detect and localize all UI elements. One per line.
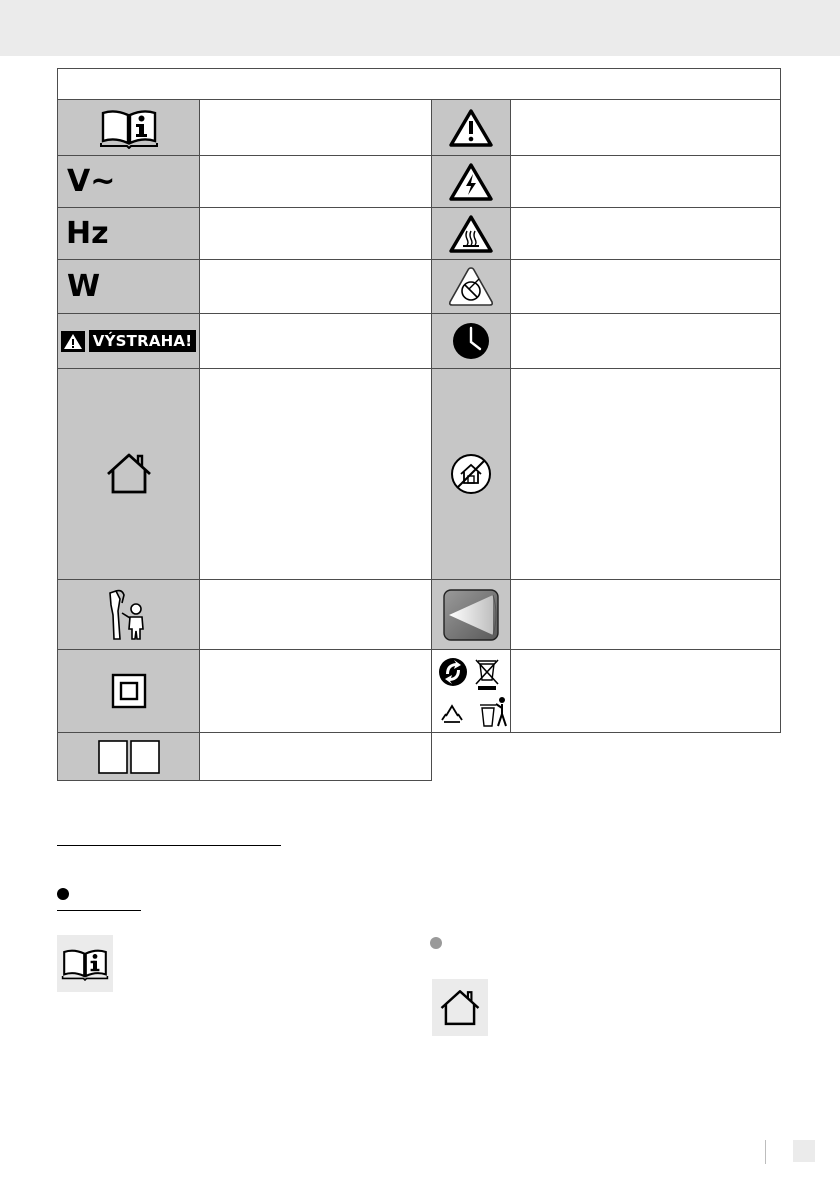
icon-cell-hot — [431, 207, 511, 260]
icon-cell-indoor — [57, 368, 200, 580]
text-cell-shock — [510, 155, 781, 208]
warning-label-text: VÝSTRAHA! — [89, 330, 196, 352]
text-cell-hot — [510, 207, 781, 260]
text-cell-lamp — [510, 579, 781, 650]
table-header — [57, 68, 781, 100]
text-cell-clock — [510, 313, 781, 369]
clock-icon — [452, 322, 490, 360]
icon-cell-manual — [57, 99, 200, 156]
lamp-radiation-icon — [443, 589, 499, 641]
icon-cell-lamp — [431, 579, 511, 650]
black-bullet — [57, 888, 69, 900]
text-cell-manual — [199, 99, 432, 156]
frequency-symbol: Hz — [66, 216, 109, 251]
text-cell-wattage — [199, 259, 432, 314]
read-manual-icon — [61, 947, 109, 981]
section-heading-rule — [57, 845, 281, 846]
text-cell-indoor — [199, 368, 432, 580]
icon-cell-no-touch — [431, 259, 511, 314]
double-square-icon — [98, 740, 160, 774]
child-hazard-icon — [106, 589, 152, 641]
manual-tile — [57, 935, 113, 992]
protection-class-ii-icon — [111, 673, 147, 709]
icon-cell-class-ii — [57, 649, 200, 733]
text-cell-recycling — [510, 649, 781, 733]
text-cell-frequency — [199, 207, 432, 260]
icon-cell-child — [57, 579, 200, 650]
indoor-use-house-icon — [438, 988, 482, 1028]
voltage-symbol: V~ — [67, 164, 116, 199]
indoor-use-house-icon — [104, 452, 154, 496]
warning-label-icon — [61, 330, 196, 352]
page-number-box — [793, 1140, 815, 1162]
icon-cell-warning — [431, 99, 511, 156]
text-cell-warning — [510, 99, 781, 156]
text-cell-no-indoor — [510, 368, 781, 580]
indoor-tile — [432, 979, 488, 1036]
no-touch-triangle-icon — [447, 265, 495, 309]
icon-cell-wattage — [57, 259, 200, 314]
icon-cell-no-indoor — [431, 368, 511, 580]
warning-triangle-icon — [449, 109, 493, 147]
icon-cell-clock — [431, 313, 511, 369]
icon-cell-warning-label — [57, 313, 200, 369]
icon-cell-voltage — [57, 155, 200, 208]
text-cell-class-ii — [199, 649, 432, 733]
subheading-rule — [57, 910, 141, 911]
recycling-disposal-icons — [432, 650, 512, 734]
text-cell-voltage — [199, 155, 432, 208]
read-manual-icon — [99, 107, 159, 149]
header-band — [0, 0, 840, 56]
text-cell-no-touch — [510, 259, 781, 314]
electric-shock-triangle-icon — [449, 163, 493, 201]
icon-cell-frequency — [57, 207, 200, 260]
no-indoor-house-icon — [449, 452, 493, 496]
text-cell-child — [199, 579, 432, 650]
hot-surface-triangle-icon — [449, 215, 493, 253]
warning-small-icon — [61, 331, 85, 352]
text-cell-warning-label — [199, 313, 432, 369]
page-separator — [765, 1140, 766, 1164]
icon-cell-shock — [431, 155, 511, 208]
grey-bullet — [430, 937, 442, 949]
icon-cell-double-square — [57, 732, 200, 781]
text-cell-double-square — [199, 732, 432, 781]
wattage-symbol: W — [67, 269, 101, 304]
icon-cell-recycling — [431, 649, 511, 733]
